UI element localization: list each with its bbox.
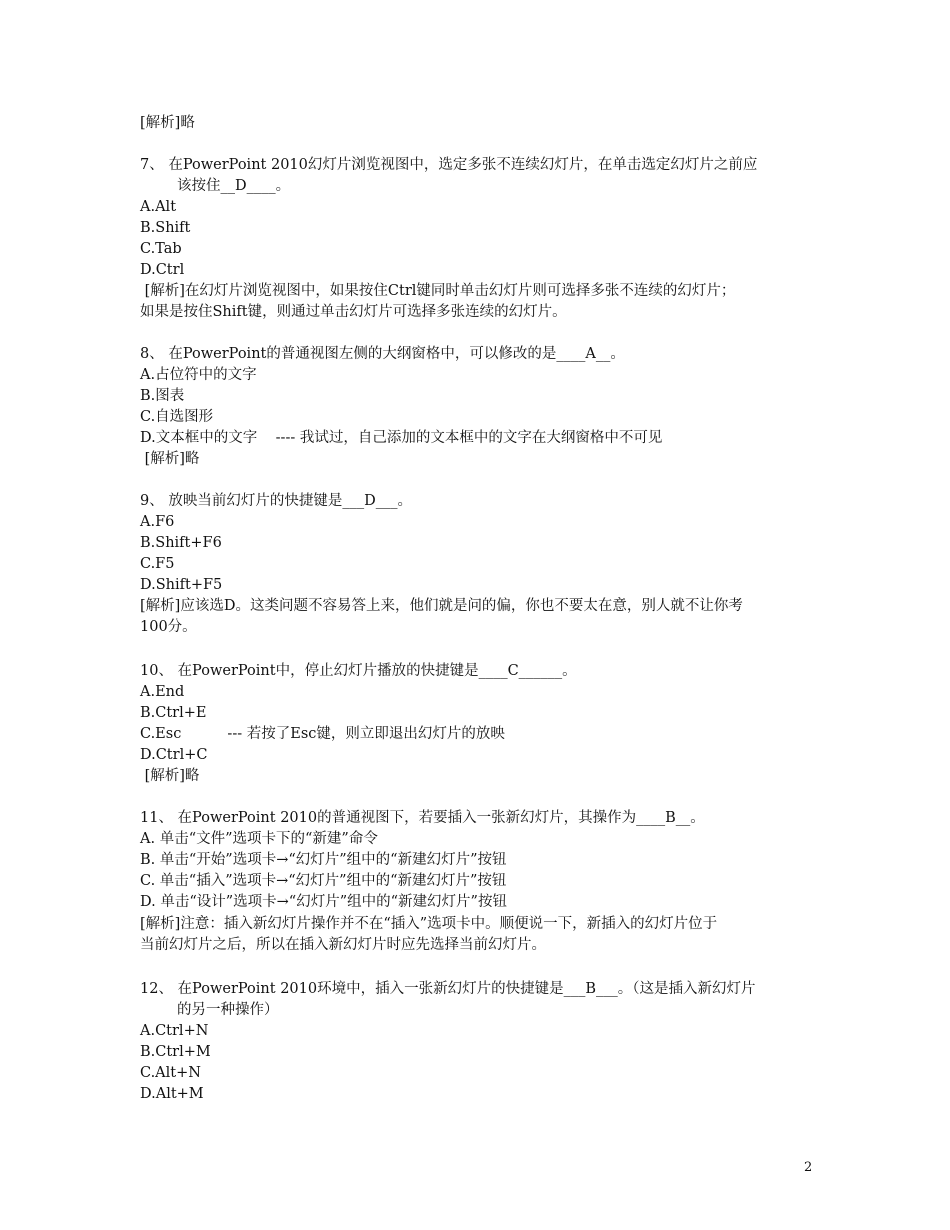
q11-option-a: A. 单击“文件”选项卡下的“新建”命令 [140, 831, 378, 847]
explanation-q11: [解析]注意：插入新幻灯片操作并不在“插入”选项卡中。顺便说一下，新插入的幻灯片位于 [140, 916, 718, 932]
explanation-q8: [解析]略 [140, 451, 200, 467]
question-11: 11、 在PowerPoint 2010的普通视图下，若要插入一张新幻灯片，其操作为____B__。 [140, 810, 705, 826]
explanation-q9: [解析]应该选D。这类问题不容易答上来，他们就是问的偏，你也不要太在意，别人就不让你考 [140, 598, 743, 614]
question-9: 9、 放映当前幻灯片的快捷键是___D___。 [140, 493, 412, 509]
q10-option-d: D.Ctrl+C [140, 747, 208, 763]
explanation-q9-cont: 100分。 [140, 619, 197, 635]
q11-option-d: D. 单击“设计”选项卡→“幻灯片”组中的“新建幻灯片”按钮 [140, 894, 507, 910]
q12-option-c: C.Alt+N [140, 1065, 201, 1081]
explanation-q11-cont: 当前幻灯片之后，所以在插入新幻灯片时应先选择当前幻灯片。 [140, 937, 546, 953]
q10-option-b: B.Ctrl+E [140, 705, 207, 721]
q7-option-c: C.Tab [140, 241, 182, 257]
q8-option-b: B.图表 [140, 388, 185, 404]
q11-option-b: B. 单击“开始”选项卡→“幻灯片”组中的“新建幻灯片”按钮 [140, 852, 507, 868]
question-8: 8、 在PowerPoint的普通视图左侧的大纲窗格中，可以修改的是____A__。 [140, 346, 625, 362]
question-7-cont: 该按住__D____。 [177, 178, 291, 194]
q8-option-a: A.占位符中的文字 [140, 367, 257, 383]
q9-option-b: B.Shift+F6 [140, 535, 222, 551]
q8-option-c: C.自选图形 [140, 409, 214, 425]
q9-option-d: D.Shift+F5 [140, 577, 223, 593]
q10-option-c: C.Esc --- 若按了Esc键，则立即退出幻灯片的放映 [140, 726, 505, 742]
q9-option-a: A.F6 [140, 514, 175, 530]
question-7: 7、 在PowerPoint 2010幻灯片浏览视图中，选定多张不连续幻灯片，在单击选定幻灯片之前应 [140, 157, 758, 173]
q8-option-d: D.文本框中的文字 ---- 我试过，自己添加的文本框中的文字在大纲窗格中不可见 [140, 430, 663, 446]
explanation-q7-cont: 如果是按住Shift键，则通过单击幻灯片可选择多张连续的幻灯片。 [140, 304, 567, 320]
page-number: 2 [804, 1160, 813, 1175]
q11-option-c: C. 单击“插入”选项卡→“幻灯片”组中的“新建幻灯片”按钮 [140, 873, 507, 889]
q7-option-d: D.Ctrl [140, 262, 185, 278]
q12-option-d: D.Alt+M [140, 1086, 204, 1102]
q10-option-a: A.End [140, 684, 185, 700]
q7-option-b: B.Shift [140, 220, 191, 236]
explanation-q7: [解析]在幻灯片浏览视图中，如果按住Ctrl键同时单击幻灯片则可选择多张不连续的幻灯片； [140, 283, 736, 299]
explanation-q6: [解析]略 [140, 115, 195, 131]
question-12-cont: 的另一种操作） [177, 1002, 279, 1018]
q7-option-a: A.Alt [140, 199, 177, 215]
q12-option-a: A.Ctrl+N [140, 1023, 209, 1039]
question-12: 12、 在PowerPoint 2010环境中，插入一张新幻灯片的快捷键是___B___。（这是插入新幻灯片 [140, 981, 756, 997]
explanation-q10: [解析]略 [140, 768, 200, 784]
question-10: 10、 在PowerPoint中，停止幻灯片播放的快捷键是____C______。 [140, 663, 577, 679]
q12-option-b: B.Ctrl+M [140, 1044, 211, 1060]
q9-option-c: C.F5 [140, 556, 175, 572]
